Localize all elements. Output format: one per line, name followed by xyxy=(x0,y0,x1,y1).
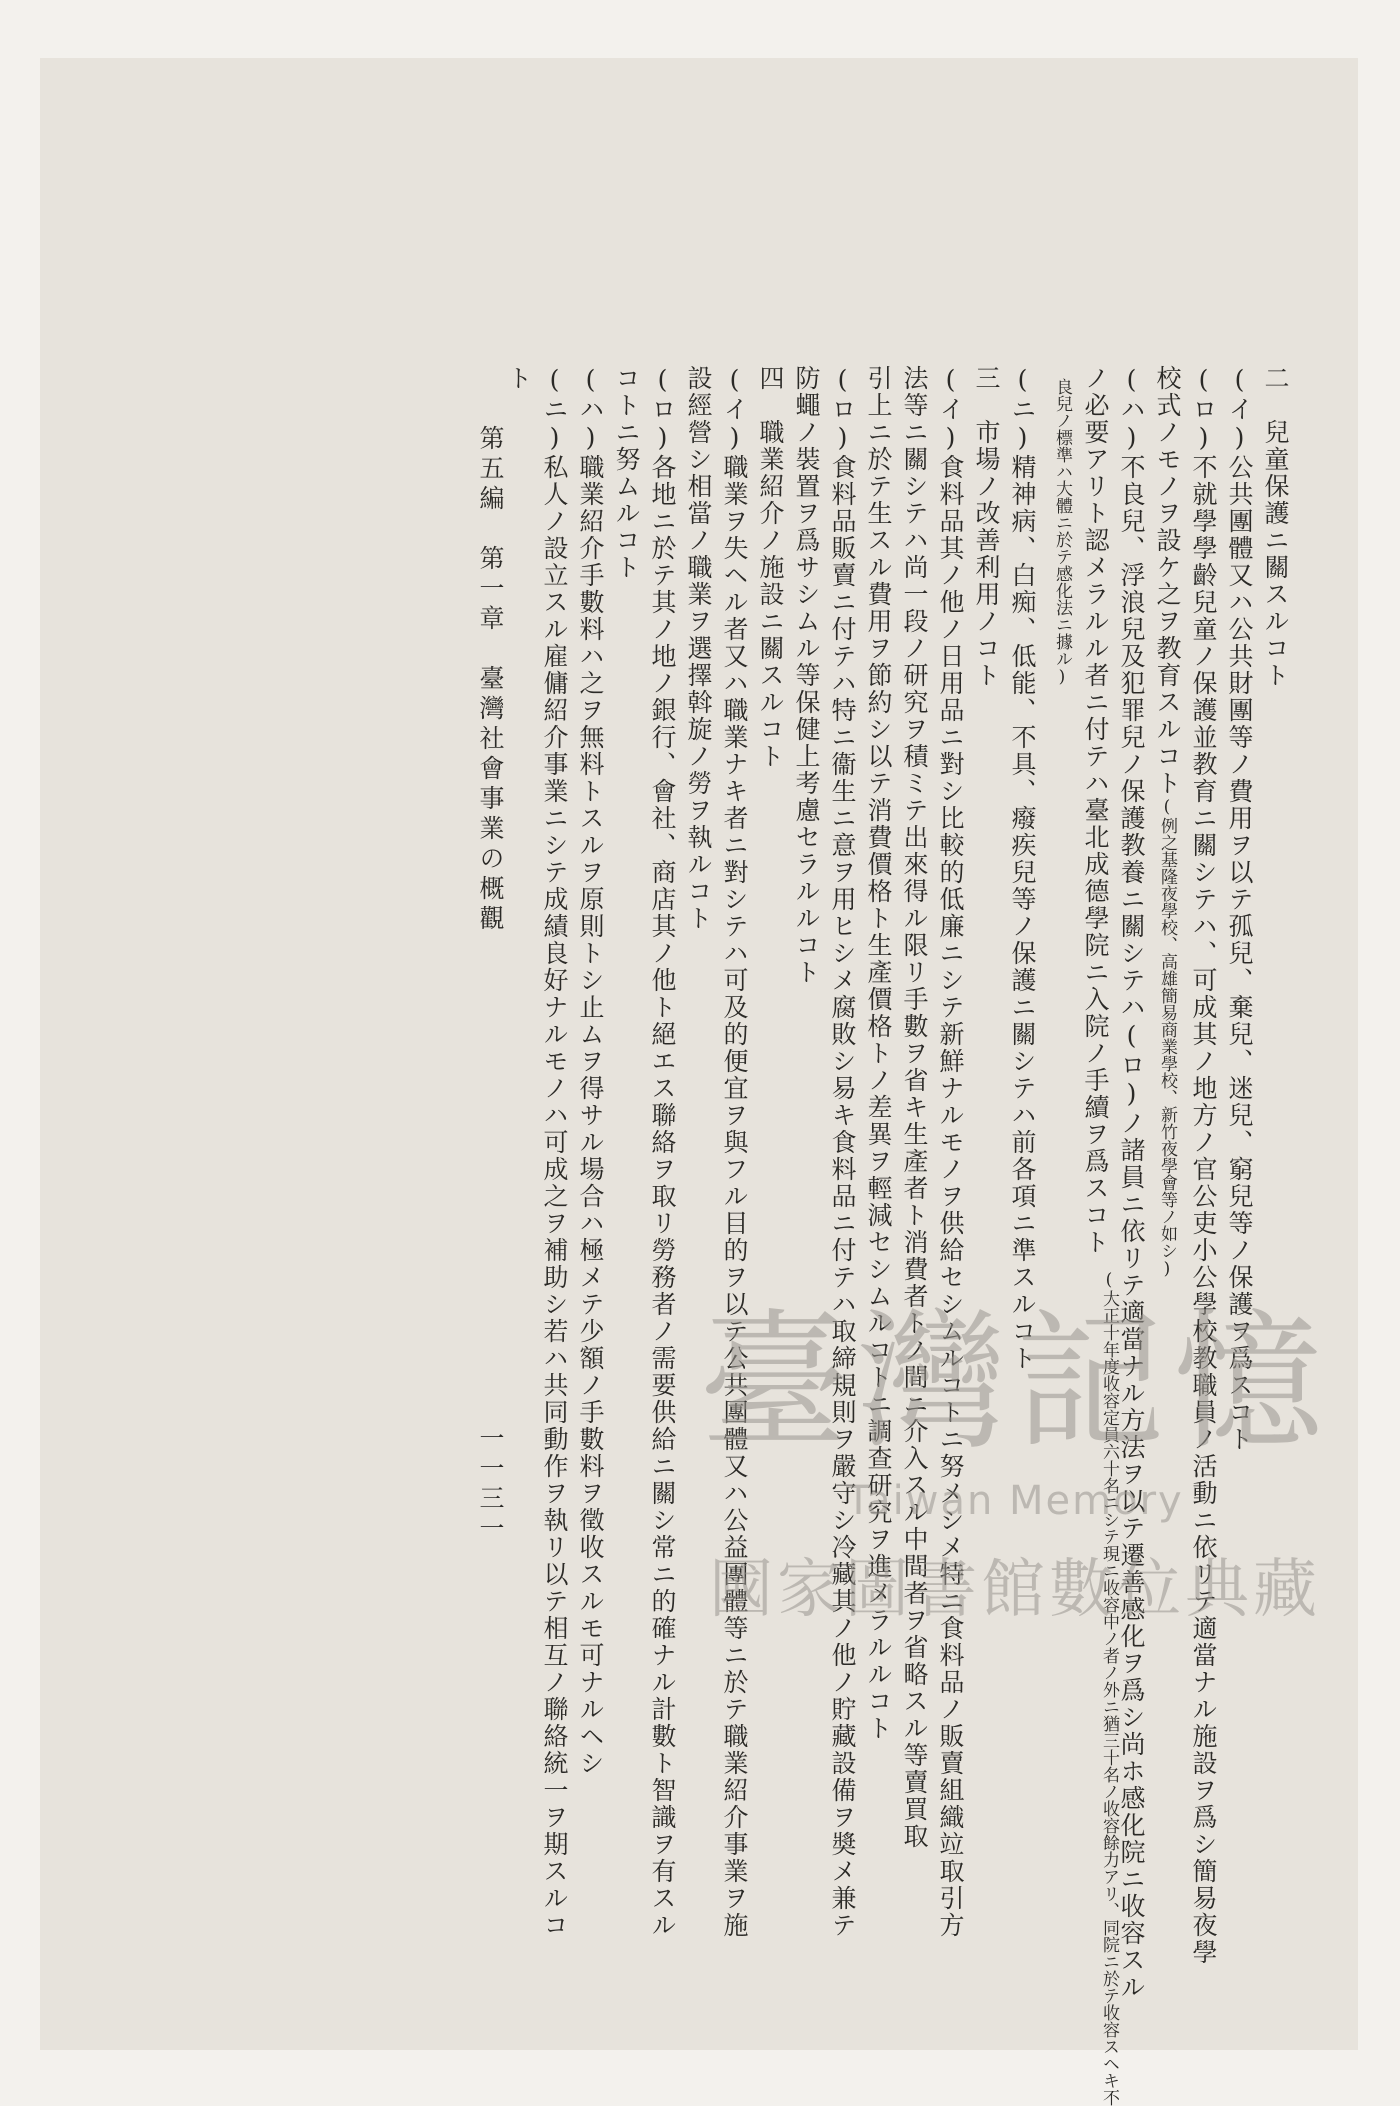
text-column-4: 校式ノモノヲ設ケ之ヲ教育スルコト(例之基隆夜學校、高雄簡易商業學校、新竹夜學會等ノ如シ) xyxy=(1153,365,1182,1279)
text-column-1: 二 兒童保護ニ關スルコト xyxy=(1261,365,1290,689)
text-column-16: (イ)職業ヲ失ヘル者又ハ職業ナキ者ニ對シテハ可及的便宜ヲ與フル目的ヲ以テ公共團體又ハ公益團體等ニ於テ職業紹介事業ヲ施 xyxy=(720,365,749,1939)
text-column-14: 防蠅ノ裝置ヲ爲サシムル等保健上考慮セラルルコト xyxy=(792,365,821,986)
text-column-22: ト xyxy=(504,365,533,392)
text-column-19: コトニ努ムルコト xyxy=(612,365,641,581)
watermark xyxy=(670,1296,1360,1648)
watermark-institution: 國家圖書館數位典藏 xyxy=(709,1553,1321,1627)
page-number: 一一三一 xyxy=(476,1425,505,1545)
text-column-2: (イ)公共團體又ハ公共財團等ノ費用ヲ以テ孤兒、棄兒、迷兒、窮兒等ノ保護ヲ爲スコト xyxy=(1225,365,1254,1453)
watermark-title: 臺灣記憶 xyxy=(698,1296,1331,1470)
text-column-10: (イ)食料品其ノ他ノ日用品ニ對シ比較的低廉ニシテ新鮮ナルモノヲ供給セシムルコトニ努メシメ特ニ食料品ノ販賣組織竝取引方 xyxy=(936,365,965,1939)
document-page xyxy=(40,58,1358,2106)
watermark-english: Taiwan Memory xyxy=(846,1478,1184,1524)
text-column-12: 引上ニ於テ生スル費用ヲ節約シ以テ消費價格ト生產價格トノ差異ヲ輕減セシムルコトニ調查研究ヲ進メラルルコト xyxy=(864,365,893,1742)
text-column-18: (ロ)各地ニ於テ其ノ地ノ銀行、會社、商店其ノ他ト絕エス聯絡ヲ取リ勞務者ノ需要供給ニ關シ常ニ的確ナル計數ト智識ヲ有スル xyxy=(648,365,677,1939)
text-column-9: 三 市場ノ改善利用ノコト xyxy=(972,365,1001,689)
text-column-15: 四 職業紹介ノ施設ニ關スルコト xyxy=(756,365,785,770)
text-column-20: (ハ)職業紹介手數料ハ之ヲ無料トスルヲ原則トシ止ムヲ得サル場合ハ極メテ少額ノ手數料ヲ徵收スルモ可ナルヘシ xyxy=(576,365,605,1777)
text-column-5: (ハ)不良兒、浮浪兒及犯罪兒ノ保護教養ニ關シテハ(ロ)ノ諸員ニ依リテ適當ナル方法ヲ以テ遷善感化ヲ爲シ尚ホ感化院ニ收容スル xyxy=(1117,365,1146,2001)
annotation-note-column: (大正十年度收容定員六十名ニシテ現ニ收容中ノ者ノ外ニ猶三十名ノ收容餘力アリ、同院ニ於テ收容スヘキ不 xyxy=(1099,1270,1119,2106)
text-column-13: (ロ)食料品販賣ニ付テハ特ニ衞生ニ意ヲ用ヒシメ腐敗シ易キ食料品ニ付テハ取締規則ヲ嚴守シ冷藏其ノ他ノ貯藏設備ヲ奬メ兼テ xyxy=(828,365,857,1939)
text-column-8: (ニ)精神病、白痴、低能、不具、癈疾兒等ノ保護ニ關シテハ前各項ニ準スルコト xyxy=(1008,365,1037,1372)
text-column-11: 法等ニ關シテハ尚一段ノ研究ヲ積ミテ出來得ル限リ手數ヲ省キ生產者ト消費者トノ間ニ介入スル中間者ヲ省略スル等賣買取 xyxy=(900,365,929,1850)
running-head: 第五編 第一章 臺灣社會事業の概觀 xyxy=(476,425,505,935)
annotation-note-column: 良兒ノ標準ハ大體ニ於テ感化法ニ據ル) xyxy=(1052,378,1072,687)
text-column-3: (ロ)不就學學齡兒童ノ保護並教育ニ關シテハ、可成其ノ地方ノ官公吏小公學校教職員ノ活動ニ依リテ適當ナル施設ヲ爲シ簡易夜學 xyxy=(1189,365,1218,1966)
annotation-note: (例之基隆夜學校、高雄簡易商業學校、新竹夜學會等ノ如シ) xyxy=(1157,797,1177,1279)
text-column-17: 設經營シ相當ノ職業ヲ選擇斡旋ノ勞ヲ執ルコト xyxy=(684,365,713,932)
text-column-21: (ニ)私人ノ設立スル雇傭紹介事業ニシテ成績良好ナルモノハ可成之ヲ補助シ若ハ共同動作ヲ執リ以テ相互ノ聯絡統一ヲ期スルコ xyxy=(540,365,569,1939)
text-column-6: ノ必要アリト認メラルル者ニ付テハ臺北成德學院ニ入院ノ手續ヲ爲スコト xyxy=(1081,365,1110,1256)
